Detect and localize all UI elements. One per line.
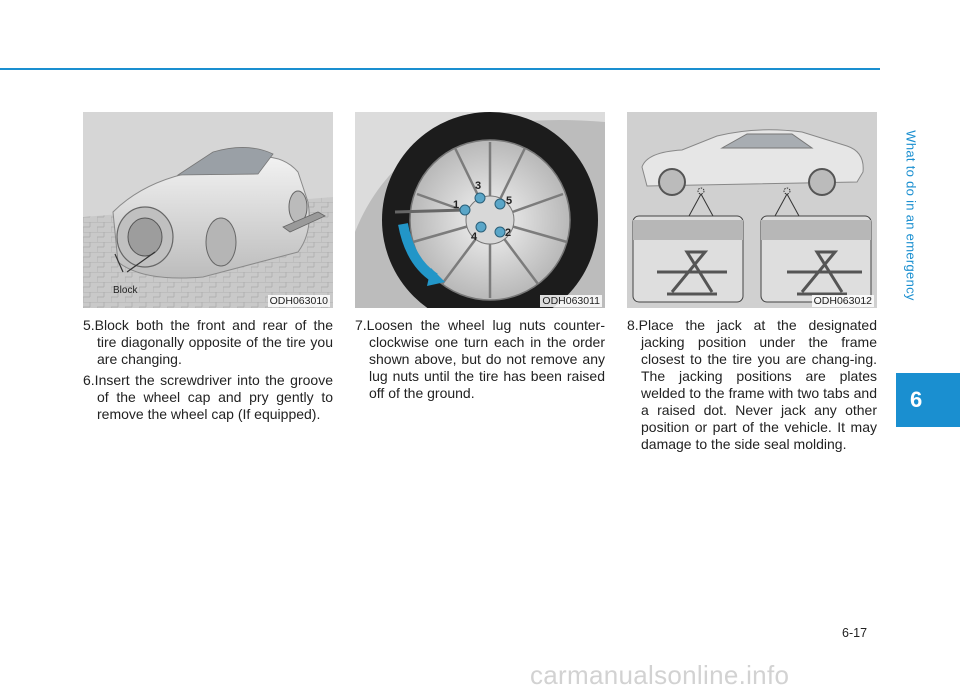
figure-code: ODH063011 — [542, 295, 600, 307]
lug-nut-1: 1 — [453, 199, 460, 211]
step-5: 5.Block both the front and rear of the tire diagonally opposite of the tire you are changing. — [83, 317, 333, 367]
block-label: Block — [113, 285, 138, 296]
figure-code: ODH063012 — [813, 295, 872, 307]
header-rule — [0, 68, 880, 70]
lug-nut-3: 3 — [475, 180, 482, 192]
figure-jacking-positions — [627, 112, 877, 308]
step-6: 6.Insert the screwdriver into the groove of the wheel cap and pry gently to remove the wheel cap (If equipped). — [83, 372, 333, 422]
wheel-illustration — [355, 112, 605, 308]
step-8: 8.Place the jack at the designated jacking position under the frame closest to the tire you are chang-ing. The jacking positions are plates welded to the frame with two tabs and a raised dot. Never jack any other position or part of the vehicle. It may damage to the side seal molding. — [627, 317, 877, 452]
jack-illustration — [627, 112, 877, 308]
column-left — [83, 317, 333, 427]
figure-lug-nut-order — [355, 112, 605, 308]
lug-nut-4: 4 — [471, 231, 478, 243]
step-7: 7.Loosen the wheel lug nuts counter-clockwise one turn each in the order shown above, but do not remove any lug nuts until the tire has been raised off of the ground. — [355, 317, 605, 401]
column-middle — [355, 317, 605, 406]
section-side-label: What to do in an emergency — [903, 129, 919, 301]
car-blocked-illustration — [83, 112, 333, 308]
column-right — [627, 317, 877, 457]
figure-block-tires — [83, 112, 333, 308]
page-number: 6-17 — [842, 626, 868, 640]
figure-code: ODH063010 — [269, 295, 328, 307]
lug-nut-5: 5 — [506, 195, 513, 207]
watermark: carmanualsonline.info — [530, 660, 790, 690]
chapter-tab[interactable]: 6 — [896, 373, 960, 427]
lug-nut-2: 2 — [505, 227, 512, 239]
